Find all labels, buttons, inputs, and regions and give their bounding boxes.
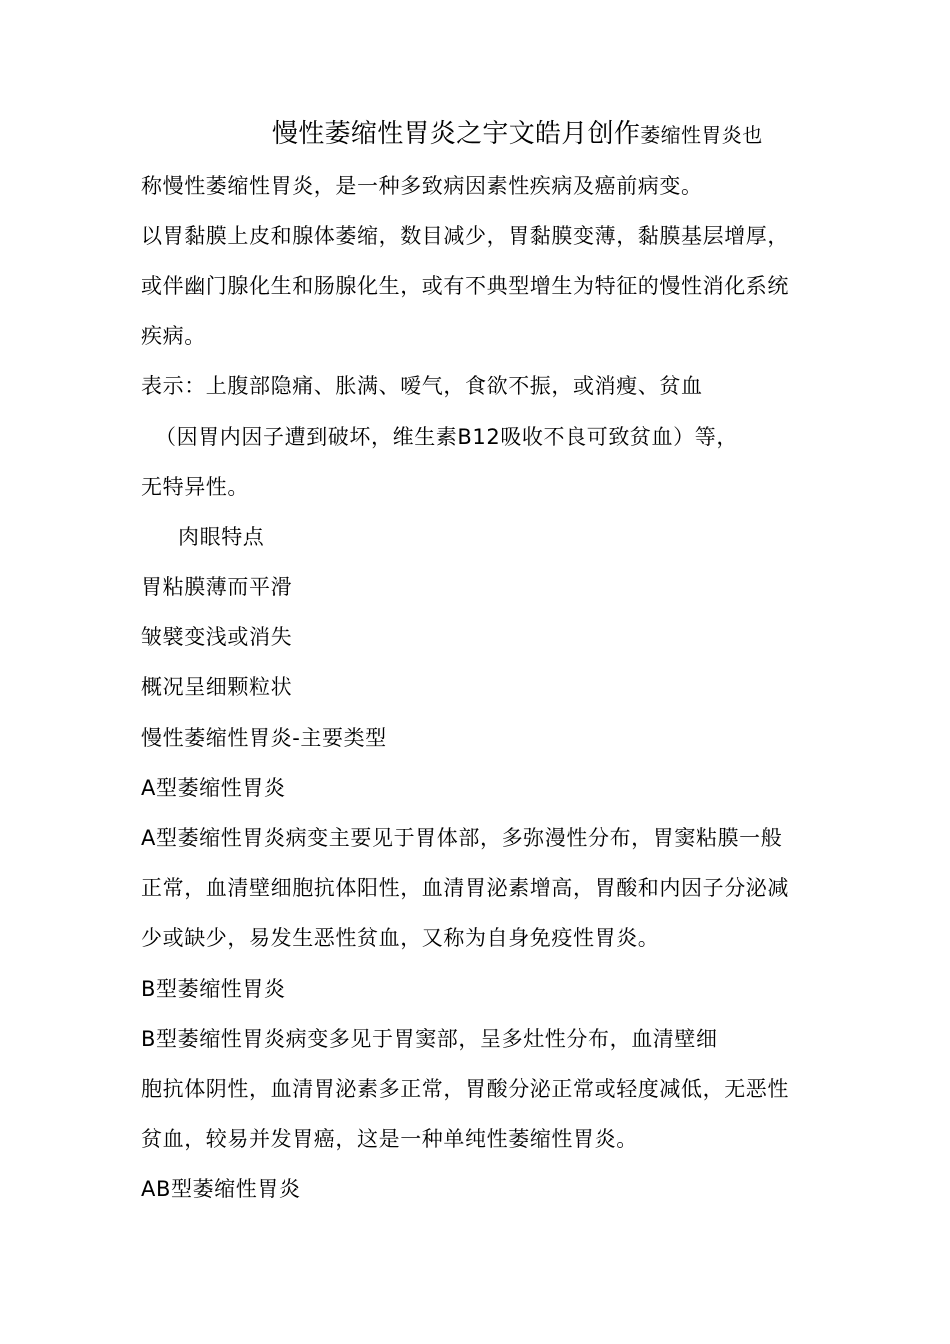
symptoms-line: 表示：上腹部隐痛、胀满、嗳气，食欲不振，或消瘦、贫血: [141, 374, 703, 398]
title-main-text: 慢性萎缩性胃炎之宇文皓月创作: [272, 119, 641, 149]
paragraph-line: A型萎缩性胃炎病变主要见于胃体部，多弥漫性分布，胃窦粘膜一般: [141, 826, 783, 850]
subsection-heading: AB型萎缩性胃炎: [141, 1177, 301, 1201]
paragraph-line: 称慢性萎缩性胃炎，是一种多致病因素性疾病及癌前病变。: [141, 174, 703, 198]
section-heading: 肉眼特点: [178, 525, 265, 549]
list-item: 胃粘膜薄而平滑: [141, 575, 293, 599]
paragraph-line: B型萎缩性胃炎病变多见于胃窦部，呈多灶性分布，血清壁细: [141, 1027, 718, 1051]
list-item: 皱襞变浅或消失: [141, 625, 293, 649]
symptoms-note-line: （因胃内因子遭到破坏，维生素B12吸收不良可致贫血）等，: [155, 425, 738, 449]
subsection-heading: B型萎缩性胃炎: [141, 977, 286, 1001]
paragraph-line: 正常，血清壁细胞抗体阳性，血清胃泌素增高，胃酸和内因子分泌减: [141, 876, 789, 900]
title-tail-text: 萎缩性胃炎也: [640, 123, 763, 147]
subsection-heading: A型萎缩性胃炎: [141, 776, 286, 800]
paragraph-line: 疾病。: [141, 324, 206, 348]
list-item: 概况呈细颗粒状: [141, 675, 293, 699]
paragraph-line: 贫血，较易并发胃癌，这是一种单纯性萎缩性胃炎。: [141, 1127, 638, 1151]
paragraph-line: 或伴幽门腺化生和肠腺化生，或有不典型增生为特征的慢性消化系统: [141, 274, 789, 298]
section-heading: 慢性萎缩性胃炎-主要类型: [141, 726, 387, 750]
paragraph-line: 无特异性。: [141, 475, 249, 499]
paragraph-line: 以胃黏膜上皮和腺体萎缩，数目减少，胃黏膜变薄，黏膜基层增厚，: [141, 224, 789, 248]
paragraph-line: 胞抗体阴性，血清胃泌素多正常，胃酸分泌正常或轻度减低，无恶性: [141, 1077, 789, 1101]
paragraph-line: 少或缺少，易发生恶性贫血，又称为自身免疫性胃炎。: [141, 926, 660, 950]
document-title: [272, 117, 763, 154]
